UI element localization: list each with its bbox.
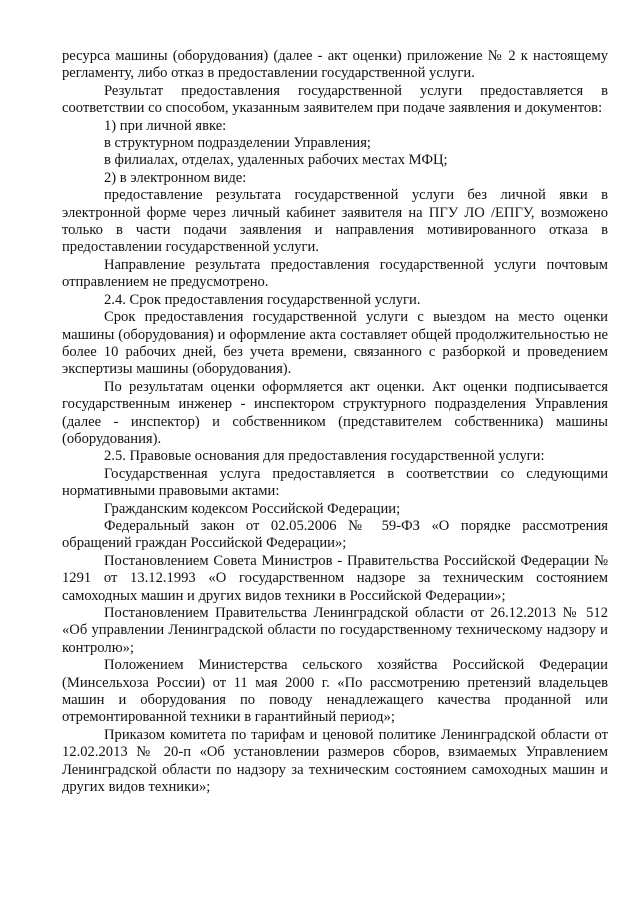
- legal-act-ministry-regulation: Положением Министерства сельского хозяйства Российской Федерации (Минсельхоза России) от 11 мая 2000 г. «По рассмотрению претензий владельцев машин и оборудования по поводу ненадлежащего качества проданной или отремонтированной техники в гарантийный период»;: [62, 657, 608, 726]
- section-heading-2-5: 2.5. Правовые основания для предоставления государственной услуги:: [104, 448, 545, 465]
- section-heading-2-4: 2.4. Срок предоставления государственной услуги.: [104, 291, 421, 308]
- paragraph-term: Срок предоставления государственной услуги с выездом на место оценки машины (оборудования) и оформление акта составляет общей продолжительностью не более 10 рабочих дней, без учета времени, связанного с разборкой и проведением экспертизы машины (оборудования).: [62, 309, 608, 378]
- paragraph-legal-acts-intro: Государственная услуга предоставляется в соответствии со следующими нормативными правовыми актами:: [62, 465, 608, 500]
- paragraph-electronic: 2) в электронном виде:: [104, 169, 247, 186]
- paragraph-structural-unit: в структурном подразделении Управления;: [104, 135, 371, 152]
- legal-act-government-decree: Постановлением Совета Министров - Правительства Российской Федерации № 1291 от 13.12.1993 «О государственном надзоре за техническим состоянием самоходных машин и других видов техники в Российской Федерации»;: [62, 552, 608, 604]
- paragraph-mfc-branches: в филиалах, отделах, удаленных рабочих местах МФЦ;: [104, 152, 448, 169]
- document-page: [62, 48, 608, 796]
- legal-act-tariff-order: Приказом комитета по тарифам и ценовой политике Ленинградской области от 12.02.2013 № 20-п «Об установлении размеров сборов, взимаемых Управлением Ленинградской области по надзору за техническим состоянием самоходных машин и других видов техники»;: [62, 726, 608, 796]
- legal-act-federal-law: Федеральный закон от 02.05.2006 № 59-ФЗ «О порядке рассмотрения обращений граждан Российской Федерации»;: [62, 517, 608, 552]
- legal-act-civil-code: Гражданским кодексом Российской Федерации;: [104, 500, 401, 517]
- paragraph-electronic-details: предоставление результата государственной услуги без личной явки в электронной форме через личный кабинет заявителя на ПГУ ЛО /ЕПГУ, возможено только в части подачи заявления и направления мотивированного отказа в предоставлении государственной услуги.: [62, 187, 608, 256]
- paragraph-postal: Направление результата предоставления государственной услуги почтовым отправлением не предусмотрено.: [62, 256, 608, 291]
- paragraph-continuation: ресурса машины (оборудования) (далее - акт оценки) приложение № 2 к настоящему регламенту, либо отказ в предоставлении государственной услуги.: [62, 48, 608, 82]
- paragraph-in-person: 1) при личной явке:: [104, 117, 227, 134]
- legal-act-regional-decree: Постановлением Правительства Ленинградской области от 26.12.2013 № 512 «Об управлении Ленинградской области по государственному техническому надзору и контролю»;: [62, 605, 608, 656]
- paragraph-assessment-act: По результатам оценки оформляется акт оценки. Акт оценки подписывается государственным инженер - инспектором структурного подразделения Управления (далее - инспектор) и собственником (представителем собственника) машины (оборудования).: [62, 378, 608, 447]
- paragraph-result-delivery: Результат предоставления государственной услуги предоставляется в соответствии со способом, указанным заявителем при подаче заявления и документов:: [62, 82, 608, 117]
